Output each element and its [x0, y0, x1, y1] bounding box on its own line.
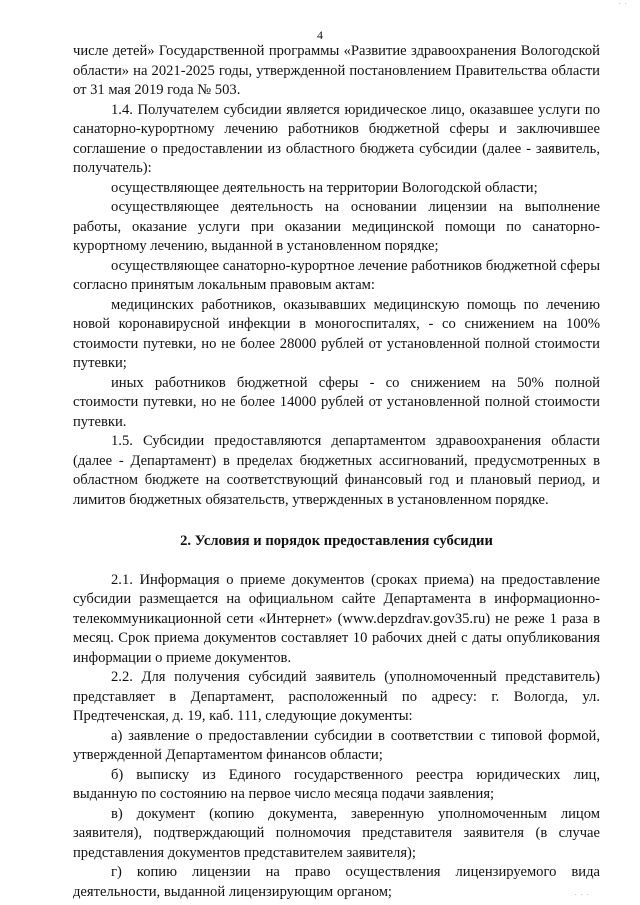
- spacer: [73, 552, 600, 571]
- scan-mark-top: · ·: [618, 0, 628, 8]
- paragraph-continuation: числе детей» Государственной программы «Развитие здравоохранения Вологодской области» на 2021-2025 годы, утвержденной постановлением Правительства области от 31 мая 2019 года № 503.: [73, 43, 600, 98]
- list-item-g: г) копию лицензии на право осуществления лицензируемого вида деятельности, выданной лицензирующим органом;: [73, 864, 600, 900]
- list-item-b: б) выписку из Единого государственного реестра юридических лиц, выданную по состоянию на первое число месяца подачи заявления;: [73, 766, 600, 802]
- page-number: 4: [317, 28, 323, 42]
- spacer: [73, 510, 600, 532]
- section-heading: 2. Условия и порядок предоставления субсидии: [180, 533, 493, 549]
- paragraph-clause-1-5: 1.5. Субсидии предоставляются департаментом здравоохранения области (далее - Департамент) в пределах бюджетных ассигнований, предусмотренных в областном бюджете на соответствующий финансовый год и плановый период, и лимитов бюджетных обязательств, утвержденных в установленном порядке.: [73, 433, 600, 508]
- document-body: [73, 42, 600, 902]
- list-item-a: а) заявление о предоставлении субсидии в соответствии с типовой формой, утвержденной Департаментом финансов области;: [73, 727, 600, 763]
- paragraph-clause-2-2: 2.2. Для получения субсидий заявитель (уполномоченный представитель) представляет в Департамент, расположенный по адресу: г. Вологда, ул. Предтеченская, д. 19, каб. 111, следующие документы:: [73, 669, 600, 724]
- paragraph-requirement-license: осуществляющее деятельность на основании лицензии на выполнение работы, оказание услуги при оказании медицинской помощи по санаторно-курортному лечению, выданной в установленном порядке;: [73, 199, 600, 254]
- paragraph-clause-2-1: 2.1. Информация о приеме документов (сроках приема) на предоставление субсидии размещается на официальном сайте Департамента в информационно-телекоммуникационной сети «Интернет» (www.depzdrav.gov35.ru) не реже 1 раза в месяц. Срок приема документов составляет 10 рабочих дней с даты опубликования информации о приеме документов.: [73, 571, 600, 666]
- paragraph-medical-workers: медицинских работников, оказывавших медицинскую помощь по лечению новой коронавирусной инфекции в моногоспиталях, - со снижением на 100% стоимости путевки, но не более 28000 рублей от установленной полной стоимости путевки;: [73, 296, 600, 371]
- list-item-v: в) документ (копию документа, заверенную уполномоченным лицом заявителя), подтверждающий полномочия представителя заявителя (в случае представления документов представителем заявителя);: [73, 805, 600, 861]
- paragraph-clause-1-4: 1.4. Получателем субсидии является юридическое лицо, оказавшее услуги по санаторно-курортному лечению работников бюджетной сферы и заключившее соглашение о предоставлении из областного бюджета субсидии (далее - заявитель, получатель):: [73, 101, 600, 176]
- paragraph-requirement-treatment: осуществляющее санаторно-курортное лечение работников бюджетной сферы согласно принятым локальным правовым актам:: [73, 257, 600, 293]
- scan-mark-bottom: · · ·: [574, 891, 590, 899]
- paragraph-other-workers: иных работников бюджетной сферы - со снижением на 50% полной стоимости путевки, но не более 14000 рублей от установленной полной стоимости путевки.: [73, 374, 600, 430]
- paragraph-requirement-territory: осуществляющее деятельность на территории Вологодской области;: [111, 179, 538, 196]
